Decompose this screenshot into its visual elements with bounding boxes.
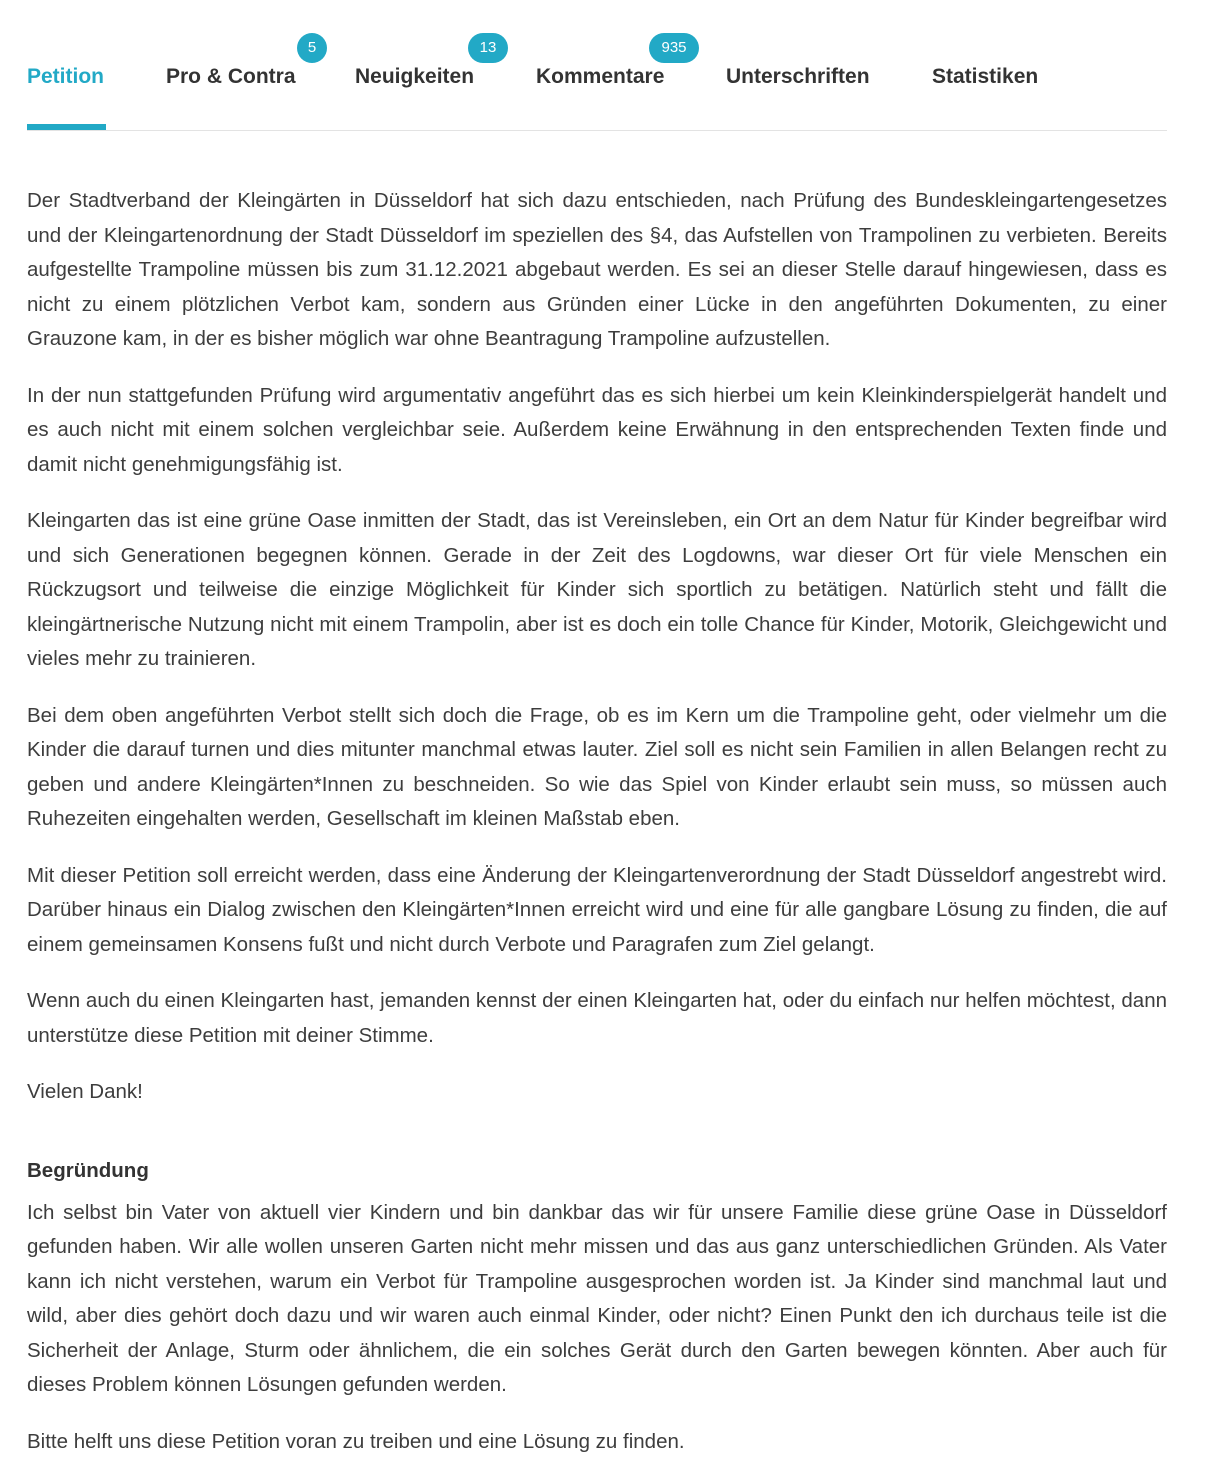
tab-bar [27, 0, 1167, 131]
tab-news[interactable]: Neuigkeiten [355, 65, 475, 88]
reason-heading: Begründung [27, 1158, 149, 1182]
tab-pro-contra[interactable]: Pro & Contra [166, 65, 296, 88]
tab-petition[interactable]: Petition [27, 65, 104, 88]
petition-content [27, 184, 1167, 1481]
petition-paragraph: Kleingarten das ist eine grüne Oase inmitten der Stadt, das ist Vereinsleben, ein Ort an dem Natur für Kinder begreifbar wird und sich Generationen begegnen können. Gerade in der Zeit des Logdowns, war dieser Ort für viele Menschen ein Rückzugsort und teilweise die einzige Möglichkeit für Kinder sich sportlich zu betätigen. Natürlich steht und fällt die kleingärtnerische Nutzung nicht mit einem Trampolin, aber ist es doch ein tolle Chance für Kinder, Motorik, Gleichgewicht und vieles mehr zu trainieren. [27, 509, 1167, 670]
petition-paragraph: Wenn auch du einen Kleingarten hast, jemanden kennst der einen Kleingarten hat, oder du einfach nur helfen möchtest, dann unterstütze diese Petition mit deiner Stimme. [27, 989, 1167, 1047]
tab-comments[interactable]: Kommentare [536, 65, 665, 88]
petition-paragraph: Mit dieser Petition soll erreicht werden, dass eine Änderung der Kleingartenverordnung der Stadt Düsseldorf angestrebt wird. Darüber hinaus ein Dialog zwischen den Kleingärten*Innen erreicht wird und eine für alle gangbare Lösung zu finden, die auf einem gemeinsamen Konsens fußt und nicht durch Verbote und Paragrafen zum Ziel gelangt. [27, 863, 1167, 956]
reason-paragraph: Bitte helft uns diese Petition voran zu treiben und eine Lösung zu finden. [27, 1429, 685, 1453]
petition-paragraph: Der Stadtverband der Kleingärten in Düsseldorf hat sich dazu entschieden, nach Prüfung des Bundeskleingartengesetzes und der Kleingartenordnung der Stadt Düsseldorf im speziellen des §4, das Aufstellen von Trampolinen zu verbieten. Bereits aufgestellte Trampoline müssen bis zum 31.12.2021 abgebaut werden. Es sei an dieser Stelle darauf hingewiesen, dass es nicht zu einem plötzlichen Verbot kam, sondern aus Gründen einer Lücke in den angeführten Dokumenten, zu einer Grauzone kam, in der es bisher möglich war ohne Beantragung Trampoline aufzustellen. [27, 189, 1167, 350]
petition-paragraph: In der nun stattgefunden Prüfung wird argumentativ angeführt das es sich hierbei um kein Kleinkinderspielgerät handelt und es auch nicht mit einem solchen vergleichbar seie. Außerdem keine Erwähnung in den entsprechenden Texten finde und damit nicht genehmigungsfähig ist. [27, 383, 1167, 476]
news-count-badge: 13 [468, 33, 508, 63]
active-tab-indicator [27, 124, 106, 130]
petition-closing: Vielen Dank! [27, 1080, 143, 1103]
comments-count-badge: 935 [649, 33, 699, 63]
pro-contra-count-badge: 5 [297, 33, 327, 63]
petition-paragraph: Bei dem oben angeführten Verbot stellt sich doch die Frage, ob es im Kern um die Trampoline geht, oder vielmehr um die Kinder die darauf turnen und dies mitunter manchmal etwas lauter. Ziel soll es nicht sein Familien in allen Belangen recht zu geben und andere Kleingärten*Innen zu beschneiden. So wie das Spiel von Kinder erlaubt sein muss, so müssen auch Ruhezeiten eingehalten werden, Gesellschaft im kleinen Maßstab eben. [27, 703, 1167, 830]
tab-statistics[interactable]: Statistiken [932, 65, 1039, 88]
reason-paragraph: Ich selbst bin Vater von aktuell vier Kindern und bin dankbar das wir für unsere Familie diese grüne Oase in Düsseldorf gefunden haben. Wir alle wollen unseren Garten nicht mehr missen und das aus ganz unterschiedlichen Gründen. Als Vater kann ich nicht verstehen, warum ein Verbot für Trampoline ausgesprochen worden ist. Ja Kinder sind manchmal laut und wild, aber dies gehört doch dazu und wir waren auch einmal Kinder, oder nicht? Einen Punkt den ich durchaus teile ist die Sicherheit der Anlage, Sturm oder ähnlichem, die ein solches Gerät durch den Garten bewegen könnten. Aber auch für dieses Problem können Lösungen gefunden werden. [27, 1200, 1167, 1396]
tab-signatures[interactable]: Unterschriften [726, 65, 870, 88]
